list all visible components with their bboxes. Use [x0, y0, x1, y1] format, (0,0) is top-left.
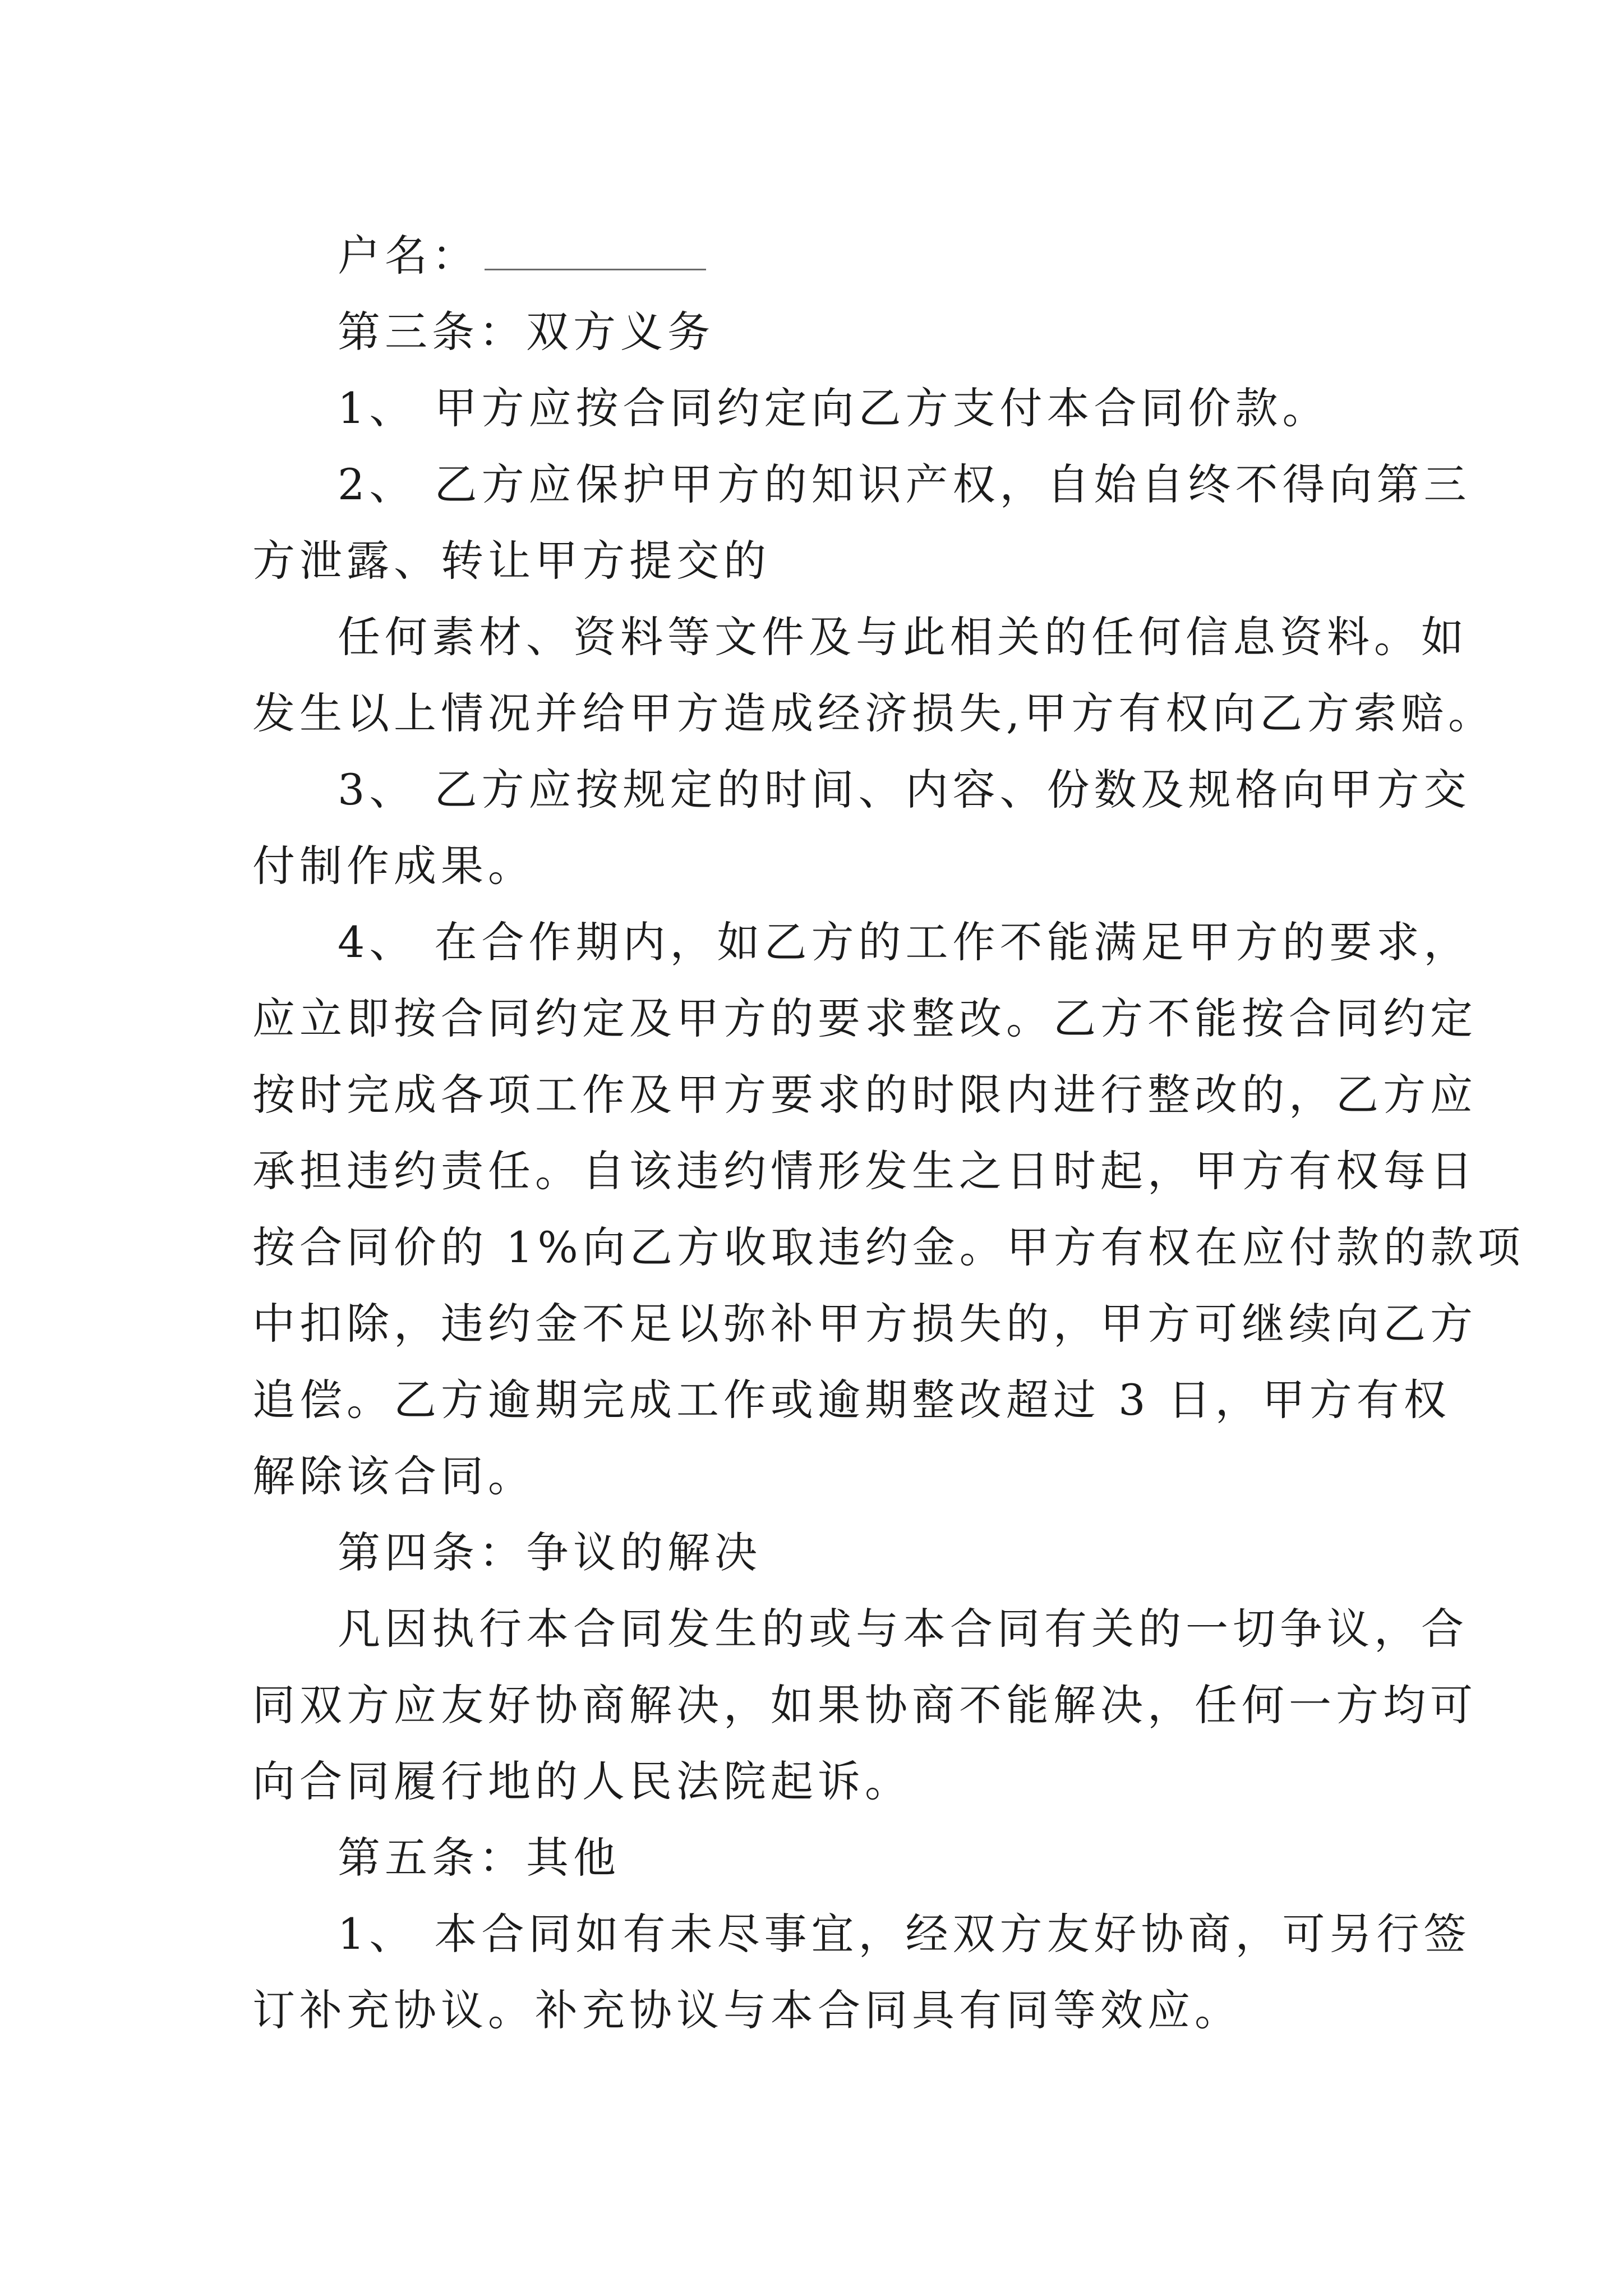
account-name-line: [252, 218, 1402, 294]
paragraph-line: 追偿。乙方逾期完成工作或逾期整改超过 3 日，甲方有权: [252, 1375, 1451, 1425]
paragraph-line: 1、 甲方应按合同约定向乙方支付本合同价款。: [338, 383, 1330, 433]
paragraph-line: 承担违约责任。自该违约情形发生之日时起，甲方有权每日: [252, 1146, 1477, 1196]
paragraph-line: 任何素材、资料等文件及与此相关的任何信息资料。如: [338, 612, 1468, 662]
paragraph-line: 付制作成果。: [252, 841, 535, 891]
paragraph-line: 3、 乙方应按规定的时间、内容、份数及规格向甲方交: [338, 765, 1471, 815]
paragraph-line: 向合同履行地的人民法院起诉。: [252, 1756, 912, 1806]
paragraph-line: 1、 本合同如有未尽事宜，经双方友好协商，可另行签: [338, 1909, 1471, 1959]
paragraph-line: 4、 在合作期内，如乙方的工作不能满足甲方的要求，: [338, 917, 1471, 967]
paragraph-line: 解除该合同。: [252, 1451, 535, 1501]
paragraph-line: 方泄露、转让甲方提交的: [252, 536, 771, 586]
section-heading: 第五条：其他: [338, 1833, 620, 1883]
account-name-blank: [485, 229, 706, 270]
paragraph-line: 2、 乙方应保护甲方的知识产权，自始自终不得向第三: [338, 459, 1471, 509]
paragraph-line: 应立即按合同约定及甲方的要求整改。乙方不能按合同约定: [252, 993, 1477, 1043]
paragraph-line: 订补充协议。补充协议与本合同具有同等效应。: [252, 1985, 1242, 2035]
account-name-label: 户名：: [338, 231, 479, 280]
paragraph-line: 按时完成各项工作及甲方要求的时限内进行整改的，乙方应: [252, 1070, 1477, 1120]
paragraph-line: 凡因执行本合同发生的或与本合同有关的一切争议，合: [338, 1604, 1468, 1654]
paragraph-line: 中扣除，违约金不足以弥补甲方损失的，甲方可继续向乙方: [252, 1299, 1477, 1349]
contract-text: [252, 218, 1525, 2049]
paragraph-line: 同双方应友好协商解决，如果协商不能解决，任何一方均可: [252, 1680, 1477, 1730]
section-heading: 第四条：争议的解决: [338, 1527, 762, 1577]
paragraph-line: 发生以上情况并给甲方造成经济损失,甲方有权向乙方索赔。: [252, 688, 1496, 738]
section-heading: 第三条：双方义务: [338, 307, 714, 357]
paragraph-line: 按合同价的 1%向乙方收取违约金。甲方有权在应付款的款项: [252, 1222, 1525, 1272]
